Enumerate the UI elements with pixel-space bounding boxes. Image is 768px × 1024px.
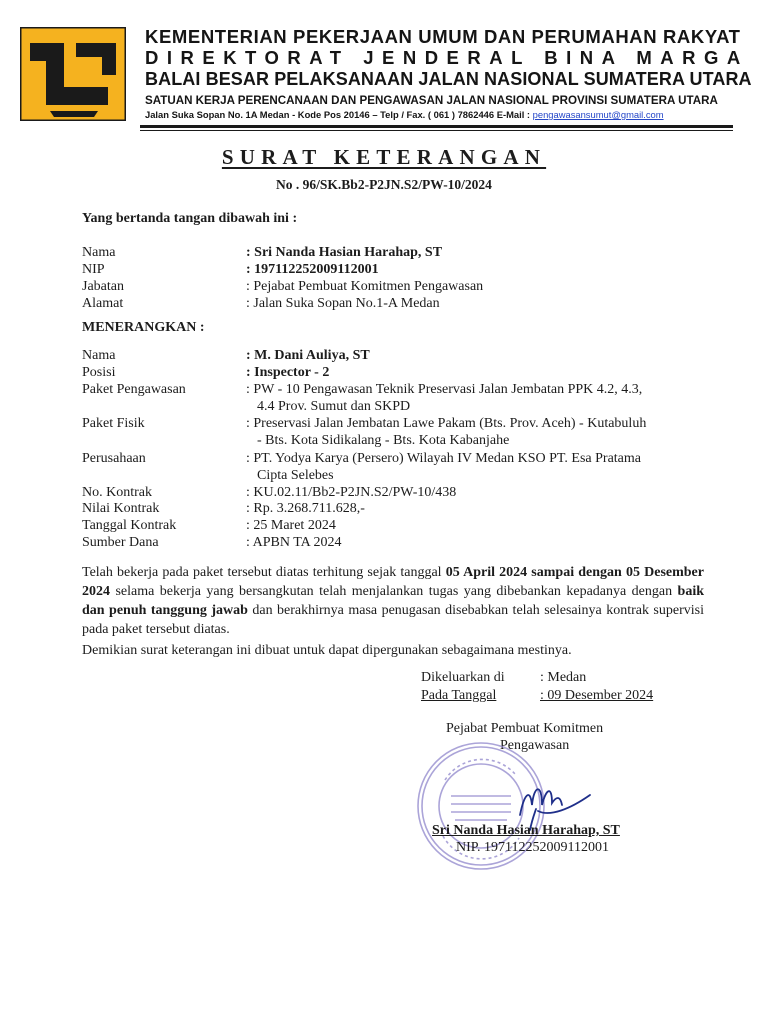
signer-nip: NIP. 197112252009112001 [456, 840, 609, 855]
closing-paragraph: Demikian surat keterangan ini dibuat untuk dapat dipergunakan sebagaimana mestinya. [82, 643, 572, 658]
sumber-dana-value: : APBN TA 2024 [246, 535, 342, 550]
signer-nip-label: NIP [82, 262, 105, 277]
signer-alamat-label: Alamat [82, 296, 124, 311]
nilai-kontrak-value: : Rp. 3.268.711.628,- [246, 501, 365, 516]
issued-date-label: Pada Tanggal [421, 688, 497, 703]
signer-nip-value: : 197112252009112001 [246, 262, 379, 277]
perusahaan-line2: Cipta Selebes [257, 468, 334, 483]
letterhead-ministry: KEMENTERIAN PEKERJAAN UMUM DAN PERUMAHAN RAKYAT [145, 26, 741, 47]
document-title: SURAT KETERANGAN [221, 145, 547, 169]
subject-posisi-value: : Inspector - 2 [246, 365, 330, 380]
paket-fisik-label: Paket Fisik [82, 416, 145, 431]
letterhead-satker: SATUAN KERJA PERENCANAAN DAN PENGAWASAN JALAN NASIONAL PROVINSI SUMATERA UTARA [145, 94, 718, 107]
paket-fisik-line1: : Preservasi Jalan Jembatan Lawe Pakam (Bts. Prov. Aceh) - Kutabuluh [246, 416, 647, 431]
subject-posisi-label: Posisi [82, 365, 116, 380]
nilai-kontrak-label: Nilai Kontrak [82, 501, 160, 516]
tanggal-kontrak-value: : 25 Maret 2024 [246, 518, 336, 533]
email-link[interactable]: pengawasansumut@gmail.com [532, 109, 664, 120]
intro-text: Yang bertanda tangan dibawah ini : [82, 211, 298, 226]
paket-fisik-line2: - Bts. Kota Sidikalang - Bts. Kota Kabanjahe [257, 433, 510, 448]
pu-logo-icon [20, 27, 126, 121]
signer-name-label: Nama [82, 245, 116, 260]
signer-role-line2: Pengawasan [500, 738, 570, 753]
signer-name: Sri Nanda Hasian Harahap, ST [432, 823, 620, 838]
issued-date-value: : 09 Desember 2024 [540, 688, 654, 703]
issued-place-label: Dikeluarkan di [421, 670, 505, 685]
signer-role-line1: Pejabat Pembuat Komitmen [446, 721, 604, 736]
signer-alamat-value: : Jalan Suka Sopan No.1-A Medan [246, 296, 440, 311]
letterhead-rule-thick [140, 125, 733, 128]
letterhead-rule-thin [140, 130, 733, 131]
signer-jabatan-label: Jabatan [82, 279, 124, 294]
paket-pengawasan-label: Paket Pengawasan [82, 382, 186, 397]
kontrak-value: : KU.02.11/Bb2-P2JN.S2/PW-10/438 [246, 485, 457, 500]
issued-place-value: : Medan [540, 670, 587, 685]
letterhead-balai: BALAI BESAR PELAKSANAAN JALAN NASIONAL SUMATERA UTARA [145, 69, 752, 89]
letterhead-address [145, 109, 664, 120]
signer-name-value: : Sri Nanda Hasian Harahap, ST [246, 245, 443, 260]
signer-jabatan-value: : Pejabat Pembuat Komitmen Pengawasan [246, 279, 484, 294]
subject-name-label: Nama [82, 348, 116, 363]
body-paragraph: Telah bekerja pada paket tersebut diatas terhitung sejak tanggal 05 April 2024 sampai dengan 05 Desember 2024 selama bekerja yang bersangkutan telah menjalankan tugas yang dibebankan kepadanya dengan baik dan penuh tanggung jawab dan berakhirnya masa penugasan disebabkan telah selesainya kontrak supervisi pada paket tersebut diatas. [82, 565, 704, 637]
subject-name-value: : M. Dani Auliya, ST [246, 348, 370, 363]
document-number: No . 96/SK.Bb2-P2JN.S2/PW-10/2024 [276, 177, 492, 192]
letterhead-directorate: DIREKTORAT JENDERAL BINA MARGA [145, 47, 749, 68]
address-text: Jalan Suka Sopan No. 1A Medan - Kode Pos 20146 – Telp / Fax. ( 061 ) 7862446 E-Mail : [145, 109, 533, 120]
kontrak-label: No. Kontrak [82, 485, 152, 500]
paket-pengawasan-line1: : PW - 10 Pengawasan Teknik Preservasi Jalan Jembatan PPK 4.2, 4.3, [246, 382, 643, 397]
tanggal-kontrak-label: Tanggal Kontrak [82, 518, 177, 533]
perusahaan-line1: : PT. Yodya Karya (Persero) Wilayah IV Medan KSO PT. Esa Pratama [246, 451, 641, 466]
menerangkan-heading: MENERANGKAN : [82, 320, 205, 335]
sumber-dana-label: Sumber Dana [82, 535, 159, 550]
perusahaan-label: Perusahaan [82, 451, 146, 466]
paket-pengawasan-line2: 4.4 Prov. Sumut dan SKPD [257, 399, 411, 414]
